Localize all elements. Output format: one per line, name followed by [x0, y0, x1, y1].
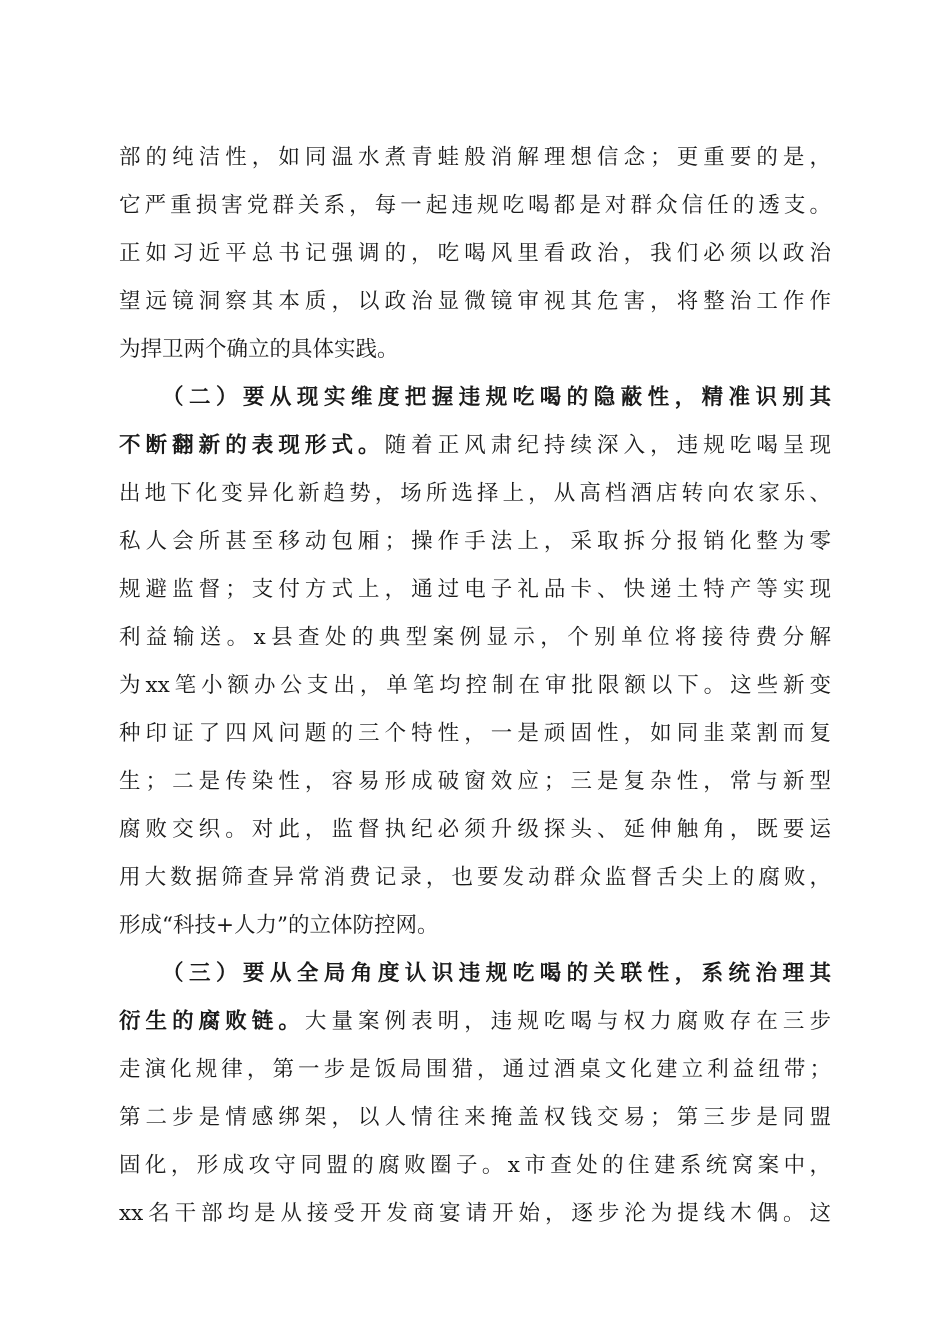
- text-line: xx名干部均是从接受开发商宴请开始，逐步沦为提线木偶。这: [119, 1201, 831, 1226]
- text-line: 规避监督；支付方式上，通过电子礼品卡、快递土特产等实现: [119, 577, 831, 602]
- text-span: 大量案例表明，违规吃喝与权力腐败存在三步: [304, 1009, 831, 1034]
- text-line: 望远镜洞察其本质，以政治显微镜审视其危害，将整治工作作: [119, 289, 831, 314]
- text-line: 正如习近平总书记强调的，吃喝风里看政治，我们必须以政治: [119, 241, 831, 266]
- section-heading-2-end: 不断翻新的表现形式。: [119, 433, 385, 458]
- text-line: 种印证了四风问题的三个特性，一是顽固性，如同韭菜割而复: [119, 721, 831, 746]
- text-line: 为xx笔小额办公支出，单笔均控制在审批限额以下。这些新变: [119, 673, 831, 698]
- text-line: 第二步是情感绑架，以人情往来掩盖权钱交易；第三步是同盟: [119, 1105, 831, 1130]
- text-line: 腐败交织。对此，监督执纪必须升级探头、延伸触角，既要运: [119, 817, 831, 842]
- text-line: 固化，形成攻守同盟的腐败圈子。x市查处的住建系统窝案中，: [119, 1153, 831, 1178]
- text-line: 部的纯洁性，如同温水煮青蛙般消解理想信念；更重要的是，: [119, 145, 831, 170]
- text-line: 用大数据筛查异常消费记录，也要发动群众监督舌尖上的腐败，: [119, 865, 831, 890]
- section-heading-3: （三）要从全局角度认识违规吃喝的关联性，系统治理其: [162, 961, 831, 986]
- text-span: 随着正风肃纪持续深入，违规吃喝呈现: [384, 433, 831, 458]
- text-line: 为捍卫两个确立的具体实践。: [119, 337, 399, 362]
- text-line: 出地下化变异化新趋势，场所选择上，从高档酒店转向农家乐、: [119, 481, 831, 506]
- text-line-mixed: [119, 424, 831, 468]
- section-heading-2: （二）要从现实维度把握违规吃喝的隐蔽性，精准识别其: [162, 385, 831, 410]
- text-line: 生；二是传染性，容易形成破窗效应；三是复杂性，常与新型: [119, 769, 831, 794]
- text-line: 走演化规律，第一步是饭局围猎，通过酒桌文化建立利益纽带；: [119, 1057, 831, 1082]
- text-line: 形成“科技+人力”的立体防控网。: [119, 913, 439, 938]
- section-heading-3-end: 衍生的腐败链。: [119, 1009, 305, 1034]
- text-line: 它严重损害党群关系，每一起违规吃喝都是对群众信任的透支。: [119, 193, 831, 218]
- text-line: 利益输送。x县查处的典型案例显示，个别单位将接待费分解: [119, 625, 831, 650]
- text-line-mixed: [119, 1000, 831, 1044]
- text-line: 私人会所甚至移动包厢；操作手法上，采取拆分报销化整为零: [119, 529, 831, 554]
